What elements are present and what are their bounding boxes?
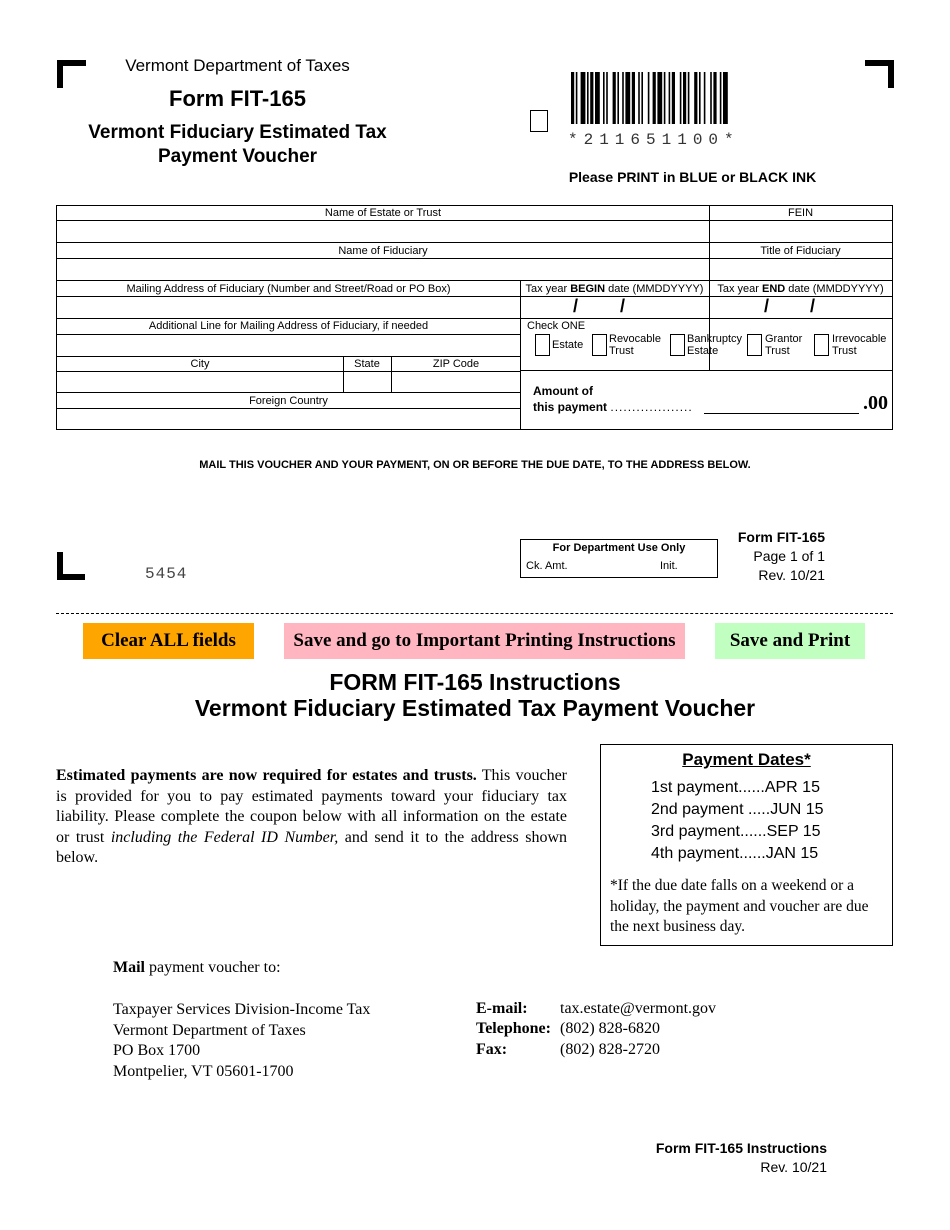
check-one-label: Check ONE: [527, 320, 586, 332]
address-line: Montpelier, VT 05601-1700: [113, 1062, 294, 1080]
footer-revision: Rev. 10/21: [758, 567, 825, 583]
check-amount-label: Ck. Amt.: [526, 560, 568, 572]
fax-label: Fax:: [476, 1041, 508, 1058]
footer-page: Page 1 of 1: [753, 548, 825, 564]
bankruptcy-estate-checkbox[interactable]: [670, 334, 685, 356]
due-date-note: *If the due date falls on a weekend or a holiday, the payment and voucher are due the next business day.: [610, 877, 869, 935]
address-line: PO Box 1700: [113, 1042, 201, 1059]
revocable-trust-checkbox[interactable]: [592, 334, 607, 356]
foreign-country-label: Foreign Country: [249, 395, 328, 407]
instructions-title-line1: FORM FIT-165 Instructions: [329, 669, 621, 695]
additional-address-field[interactable]: [58, 335, 519, 356]
begin-date-label: Tax year BEGIN date (MMDDYYYY): [525, 283, 704, 295]
state-field[interactable]: [344, 372, 390, 392]
payment-date-row: 4th payment......JAN 15: [651, 845, 819, 862]
instructions-footer-revision: Rev. 10/21: [760, 1159, 827, 1175]
fein-label: FEIN: [787, 207, 814, 219]
city-field[interactable]: [58, 372, 342, 392]
instructions-title-line2: Vermont Fiduciary Estimated Tax Payment Voucher: [194, 695, 756, 721]
estate-name-field[interactable]: [58, 221, 708, 242]
form-title-line2: Payment Voucher: [157, 146, 318, 167]
save-printing-instructions-button[interactable]: Save and go to Important Printing Instructions: [284, 623, 685, 659]
payment-date-row: 1st payment......APR 15: [651, 779, 820, 796]
telephone-value: (802) 828-6820: [560, 1020, 660, 1037]
barcode-number: *211651100*: [568, 131, 740, 149]
email-value[interactable]: tax.estate@vermont.gov: [560, 1000, 717, 1017]
revocable-trust-option-label: Revocable Trust: [609, 333, 661, 357]
department-use-box: [520, 539, 718, 578]
amount-label: Amount of this payment ...................: [533, 384, 693, 414]
fiduciary-title-field[interactable]: [710, 259, 891, 280]
begin-date-slash-2: /: [620, 296, 626, 316]
begin-date-field[interactable]: [521, 297, 708, 318]
estate-name-label: Name of Estate or Trust: [324, 207, 442, 219]
end-date-slash-1: /: [764, 296, 770, 316]
mailing-address-label: Mailing Address of Fiduciary (Number and Street/Road or PO Box): [126, 283, 451, 295]
department-use-title: For Department Use Only: [552, 542, 686, 554]
estate-option-label: Estate: [552, 339, 584, 351]
footer-form-number: Form FIT-165: [737, 529, 825, 545]
registration-mark-top-right-v: [888, 60, 894, 88]
instructions-footer: [640, 1139, 827, 1177]
fein-field[interactable]: [710, 221, 891, 242]
fax-value: (802) 828-2720: [560, 1041, 660, 1058]
foreign-country-field[interactable]: [58, 409, 519, 428]
irrevocable-trust-option-label: Irrevocable Trust: [832, 333, 887, 357]
state-label: State: [354, 358, 380, 370]
grantor-trust-option-label: Grantor Trust: [765, 333, 803, 357]
payment-dates-box: [600, 744, 893, 946]
mail-instruction: MAIL THIS VOUCHER AND YOUR PAYMENT, ON OR BEFORE THE DUE DATE, TO THE ADDRESS BELOW.: [199, 459, 751, 471]
agency-name: Vermont Department of Taxes: [125, 56, 350, 75]
city-label: City: [190, 358, 210, 370]
instructions-intro: Estimated payments are now required for estates and trusts. This voucher is provided for you to pay estimated payments toward your fiduciary tax liability. Please complete the coupon below with all information on the estate or trust including the Federal ID Number, and send it to the address shown below.: [56, 767, 567, 866]
mailing-address: [113, 1000, 370, 1082]
address-line: Vermont Department of Taxes: [113, 1021, 306, 1039]
registration-mark-top-left-v: [57, 60, 63, 88]
payment-dates-title: Payment Dates*: [682, 750, 811, 769]
voucher-footer: [700, 528, 825, 585]
voucher-form: [56, 205, 893, 430]
bankruptcy-estate-option-label: Bankruptcy Estate: [687, 333, 743, 357]
zip-label: ZIP Code: [432, 358, 480, 370]
additional-address-label: Additional Line for Mailing Address of Fiduciary, if needed: [148, 320, 429, 332]
form-title: [75, 121, 400, 169]
registration-mark-bottom-left-h: [57, 574, 85, 580]
ink-note: Please PRINT in BLUE or BLACK INK: [568, 169, 817, 185]
mailing-address-field[interactable]: [58, 297, 519, 318]
clear-all-button[interactable]: Clear ALL fields: [83, 623, 254, 659]
end-date-field[interactable]: [710, 297, 891, 318]
amended-checkbox[interactable]: [530, 110, 548, 132]
irrevocable-trust-checkbox[interactable]: [814, 334, 829, 356]
grantor-trust-checkbox[interactable]: [747, 334, 762, 356]
begin-date-slash-1: /: [573, 296, 579, 316]
end-date-slash-2: /: [810, 296, 816, 316]
payment-date-row: 2nd payment .....JUN 15: [651, 801, 824, 818]
cut-line: [56, 613, 893, 614]
save-and-print-button[interactable]: Save and Print: [715, 623, 865, 659]
fiduciary-title-label: Title of Fiduciary: [760, 245, 841, 257]
zip-field[interactable]: [392, 372, 519, 392]
form-number: Form FIT-165: [169, 86, 306, 111]
fiduciary-name-label: Name of Fiduciary: [338, 245, 428, 257]
fiduciary-name-field[interactable]: [58, 259, 708, 280]
form-title-line1: Vermont Fiduciary Estimated Tax: [88, 122, 387, 143]
barcode: [571, 72, 815, 124]
email-label: E-mail:: [476, 1000, 528, 1017]
instructions-title: [0, 669, 950, 721]
estate-checkbox[interactable]: [535, 334, 550, 356]
amount-cents: .00: [863, 392, 888, 414]
mail-to-heading: Mail payment voucher to:: [113, 959, 281, 976]
initials-label: Init.: [660, 560, 678, 572]
end-date-label: Tax year END date (MMDDYYYY): [717, 283, 884, 295]
form-code: 5454: [145, 565, 188, 583]
telephone-label: Telephone:: [476, 1020, 551, 1037]
payment-date-row: 3rd payment......SEP 15: [651, 823, 821, 840]
amount-field[interactable]: [704, 396, 859, 414]
instructions-footer-form: Form FIT-165 Instructions: [655, 1140, 827, 1156]
address-line: Taxpayer Services Division-Income Tax: [113, 1001, 371, 1018]
